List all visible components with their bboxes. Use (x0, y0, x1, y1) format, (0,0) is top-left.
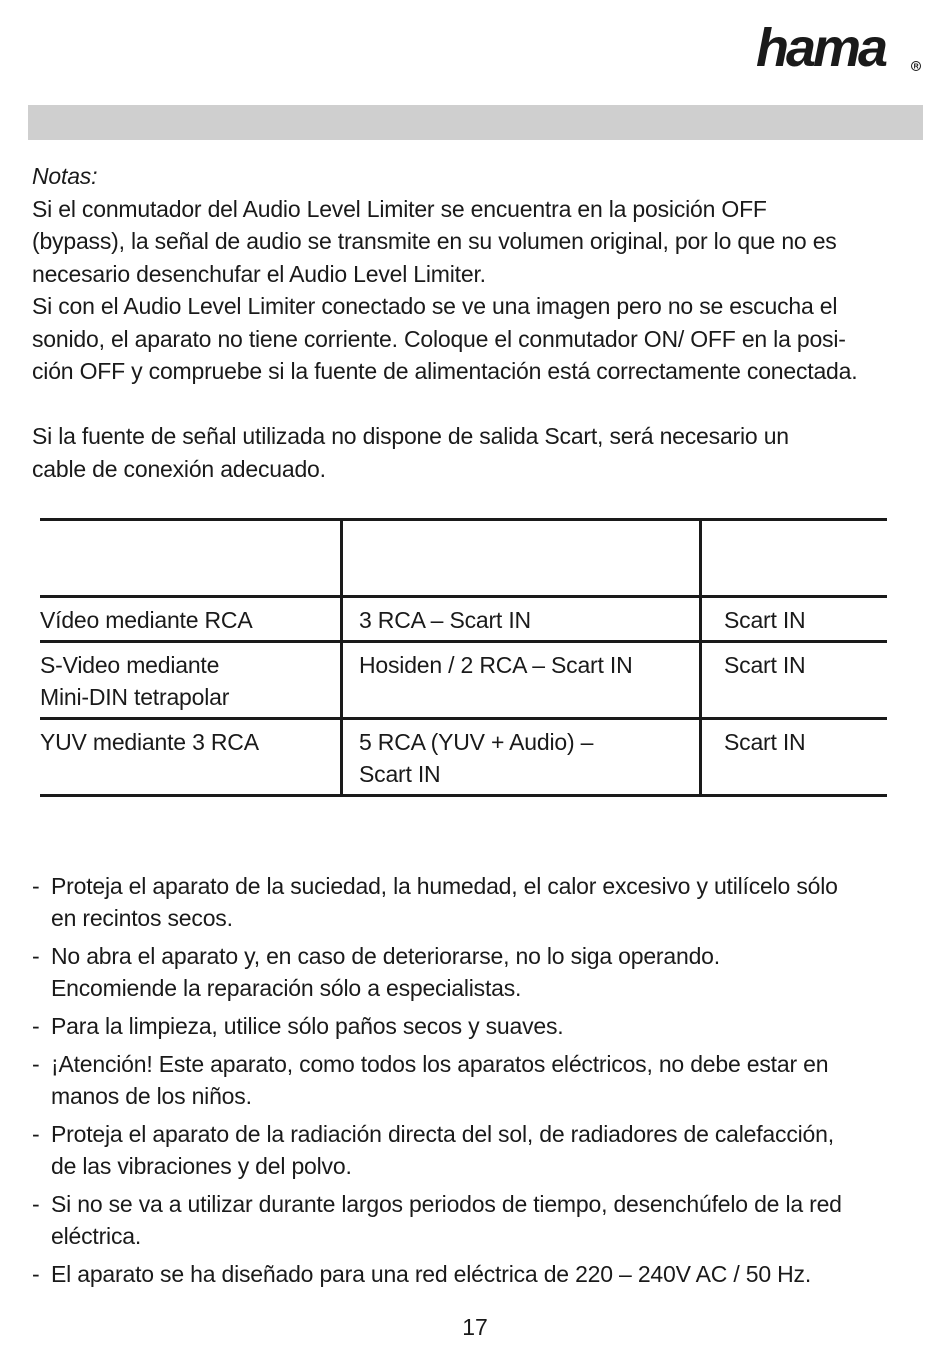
scart-note-line: cable de conexión adecuado. (32, 455, 326, 482)
notes-line: ción OFF y compruebe si la fuente de alimentación está correctamente conectada. (32, 358, 858, 384)
bullet-dash: - (32, 873, 40, 899)
safety-list (32, 870, 932, 1296)
notes-section (32, 160, 932, 485)
list-item: - Si no se va a utilizar durante largos periodos de tiempo, desenchúfelo de la red eléctrica. (32, 1188, 932, 1252)
table-row (40, 642, 887, 719)
hama-logo-text: hama (756, 22, 886, 74)
list-item: - Para la limpieza, utilice sólo paños secos y suaves. (32, 1010, 932, 1042)
table-cell: Scart IN (701, 597, 888, 642)
table-header-cell (40, 520, 342, 597)
list-item: - Proteja el aparato de la suciedad, la humedad, el calor excesivo y utilícelo sólo en recintos secos. (32, 870, 932, 934)
bullet-dash: - (32, 1261, 40, 1287)
section-header-bar (28, 105, 923, 140)
table-cell: S-Video mediante Mini-DIN tetrapolar (40, 642, 342, 719)
table-cell: Scart IN (701, 642, 888, 719)
list-item: - El aparato se ha diseñado para una red eléctrica de 220 – 240V AC / 50 Hz. (32, 1258, 932, 1290)
page-number: 17 (462, 1314, 488, 1340)
notes-line: Si con el Audio Level Limiter conectado se ve una imagen pero no se escucha el (32, 293, 838, 319)
table-cell: Hosiden / 2 RCA – Scart IN (342, 642, 701, 719)
table-header-cell (342, 520, 701, 597)
table-header-cell (701, 520, 888, 597)
notes-line: Si el conmutador del Audio Level Limiter se encuentra en la posición OFF (32, 195, 767, 222)
table-header-row (40, 520, 887, 597)
bullet-dash: - (32, 1191, 40, 1217)
notes-line: sonido, el aparato no tiene corriente. Coloque el conmutador ON/ OFF en la posi- (32, 325, 846, 352)
scart-note-line: Si la fuente de señal utilizada no dispone de salida Scart, será necesario un (32, 423, 789, 449)
list-item: - No abra el aparato y, en caso de deteriorarse, no lo siga operando. Encomiende la reparación sólo a especialistas. (32, 940, 932, 1004)
bullet-dash: - (32, 943, 40, 969)
table-cell: Scart IN (701, 719, 888, 796)
table-row (40, 597, 887, 642)
notes-line: necesario desenchufar el Audio Level Limiter. (32, 260, 486, 287)
table-cell: 3 RCA – Scart IN (342, 597, 701, 642)
table-cell: Vídeo mediante RCA (40, 597, 342, 642)
connection-table (40, 518, 887, 797)
table-cell: 5 RCA (YUV + Audio) – Scart IN (342, 719, 701, 796)
list-item: - Proteja el aparato de la radiación directa del sol, de radiadores de calefacción, de las vibraciones y del polvo. (32, 1118, 932, 1182)
bullet-dash: - (32, 1013, 40, 1039)
svg-text:R: R (913, 63, 919, 71)
notes-line: (bypass), la señal de audio se transmite en su volumen original, por lo que no es (32, 228, 837, 254)
bullet-dash: - (32, 1051, 40, 1077)
hama-logo-mark (756, 22, 926, 74)
bullet-dash: - (32, 1121, 40, 1147)
hama-logo (756, 22, 926, 74)
table-cell: YUV mediante 3 RCA (40, 719, 342, 796)
list-item: - ¡Atención! Este aparato, como todos los aparatos eléctricos, no debe estar en manos de los niños. (32, 1048, 932, 1112)
notes-title: Notas: (32, 163, 98, 189)
table-row (40, 719, 887, 796)
